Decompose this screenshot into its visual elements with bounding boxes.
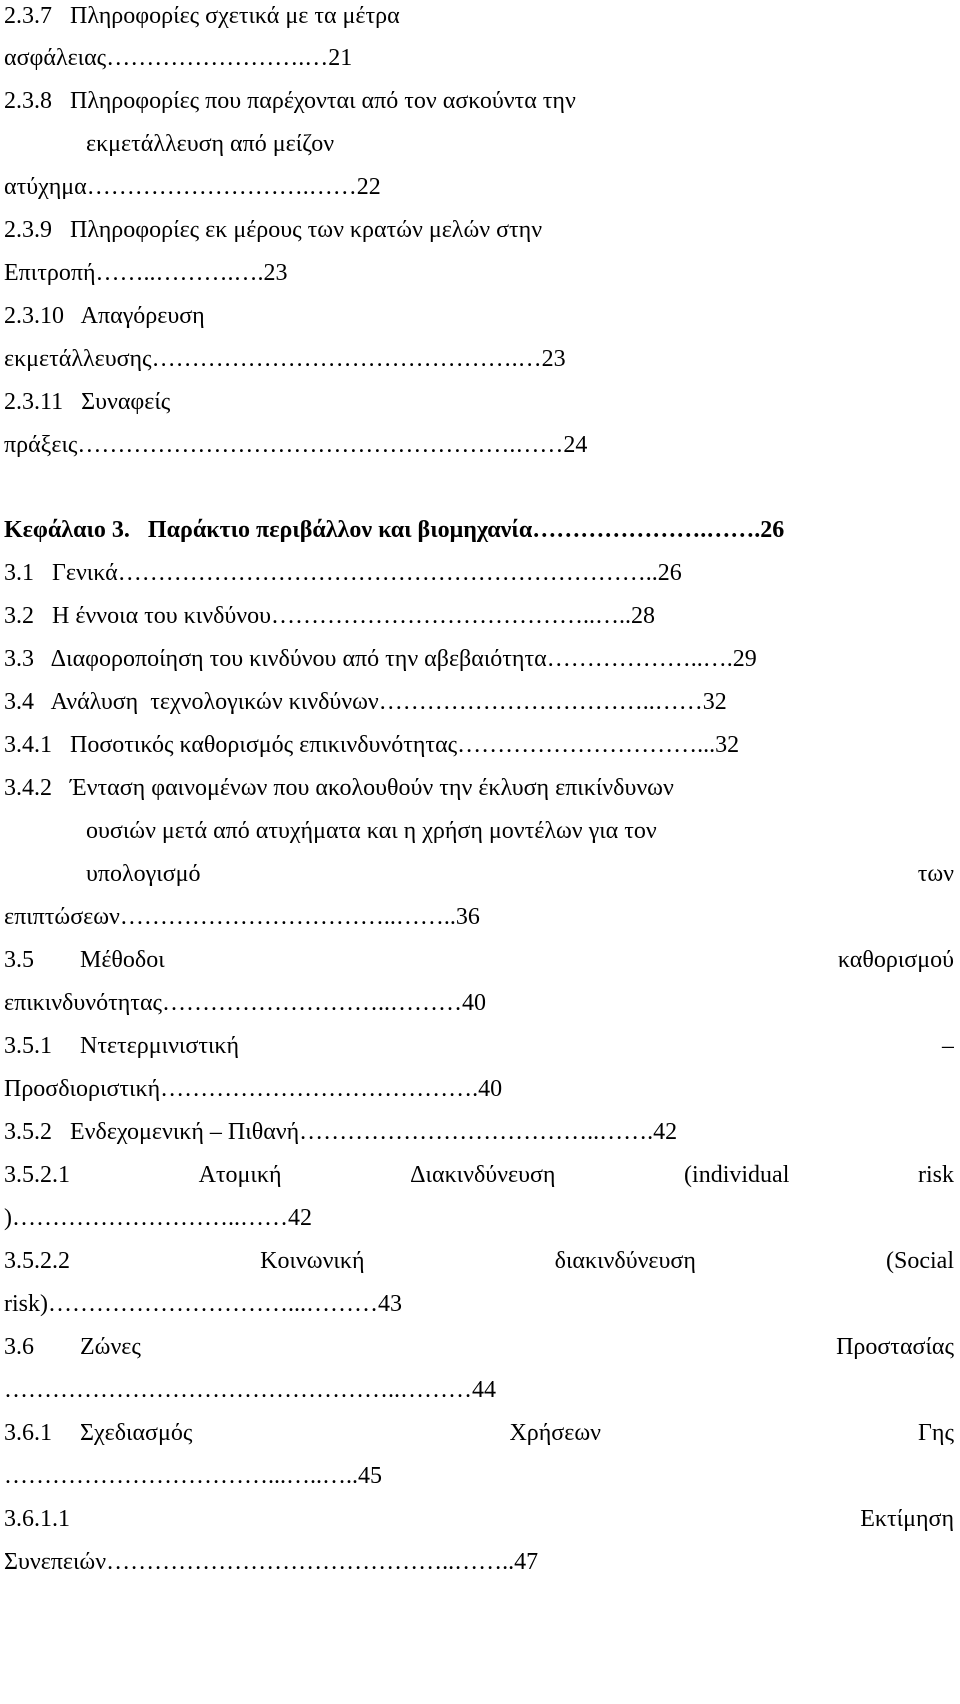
toc-number: 3.5.1 [4,1033,52,1059]
toc-number: 3.6.1 [4,1420,52,1446]
toc-line: 3.1 Γενικά…………………………………………………………..26 [4,560,682,586]
toc-word: Χρήσεων [509,1420,601,1446]
toc-line: εκμετάλλευση από μείζον [86,131,335,157]
chapter-heading: Κεφάλαιο 3. Παράκτιο περιβάλλον και βιομηχανία………………….…….26 [4,517,785,543]
toc-line: επικινδυνότητας………………………..………40 [4,990,487,1016]
toc-word: (Social [886,1248,954,1274]
toc-number: 3.5.2.1 [4,1162,70,1188]
toc-line: 3.5.2 Ενδεχομενική – Πιθανή………………………………..…….42 [4,1119,678,1145]
toc-number: 3.6 [4,1334,34,1360]
toc-line: 2.3.11 Συναφείς [4,389,171,415]
toc-line: 3.4.1 Ποσοτικός καθορισμός επικινδυνότητας…………………………...32 [4,732,740,758]
toc-number: 3.5 [4,947,34,973]
toc-word: καθορισμού [837,947,954,973]
toc-word: (individual [684,1162,790,1188]
toc-line: 2.3.9 Πληροφορίες εκ μέρους των κρατών μελών στην [4,217,543,243]
toc-line: 3.3 Διαφοροποίηση του κινδύνου από την αβεβαιότητα………………..….29 [4,646,757,672]
toc-line-justified [4,1503,954,1537]
toc-word: των [917,861,954,887]
toc-line: 3.4.2 Ένταση φαινομένων που ακολουθούν την έκλυση επικίνδυνων [4,775,674,801]
toc-line: 2.3.10 Απαγόρευση [4,303,205,329]
toc-word: Ντετερμινιστική [80,1033,240,1059]
toc-line: πράξεις……………………………………………….……24 [4,432,588,458]
toc-line-justified [4,1030,954,1064]
toc-line: εκμετάλλευσης……………………………………….…23 [4,346,566,372]
toc-line-justified [4,1417,954,1451]
toc-number: 3.5.2.2 [4,1248,70,1274]
toc-line: 3.2 Η έννοια του κινδύνου…………………………………..…..28 [4,603,655,629]
toc-line-justified [4,944,954,978]
toc-line: risk)…………………………...………43 [4,1291,402,1317]
toc-word: Μέθοδοι [80,947,165,973]
toc-word: Εκτίμηση [860,1506,954,1532]
toc-line: επιπτώσεων……………………………..……..36 [4,904,480,930]
toc-word: – [942,1033,954,1059]
toc-line: Επιτροπή……..……….….23 [4,260,288,286]
toc-line: )………………………..……42 [4,1205,312,1231]
toc-word: risk [917,1162,954,1188]
toc-word: Ζώνες [80,1334,141,1360]
toc-line: Προσδιοριστική………………………………….40 [4,1076,503,1102]
toc-line-justified [4,1331,954,1365]
toc-line: …………………………………………..………44 [4,1377,496,1403]
toc-line: 2.3.7 Πληροφορίες σχετικά με τα μέτρα [4,3,400,29]
toc-word: Ατομική [198,1162,282,1188]
toc-word: Γης [918,1420,954,1446]
toc-line: ατύχημα……………………….……22 [4,174,381,200]
toc-line: ουσιών μετά από ατυχήματα και η χρήση μοντέλων για τον [86,818,657,844]
toc-line: ……………………………...…..…..45 [4,1463,382,1489]
toc-word: υπολογισμό [86,861,201,887]
toc-line-justified [86,858,954,892]
toc-word: Προστασίας [836,1334,954,1360]
toc-word: διακινδύνευση [554,1248,696,1274]
toc-line: ασφάλειας…………………….…21 [4,45,353,71]
toc-word: Διακινδύνευση [410,1162,556,1188]
toc-line-justified [4,1245,954,1279]
toc-word: Κοινωνική [260,1248,365,1274]
toc-number: 3.6.1.1 [4,1506,70,1532]
toc-word: Σχεδιασμός [80,1420,193,1446]
toc-line: 3.4 Ανάλυση τεχνολογικών κινδύνων……………………………..……32 [4,689,727,715]
toc-line: 2.3.8 Πληροφορίες που παρέχονται από τον ασκούντα την [4,88,576,114]
toc-line: Συνεπειών……………………………………..……..47 [4,1549,539,1575]
toc-line-justified [4,1159,954,1193]
